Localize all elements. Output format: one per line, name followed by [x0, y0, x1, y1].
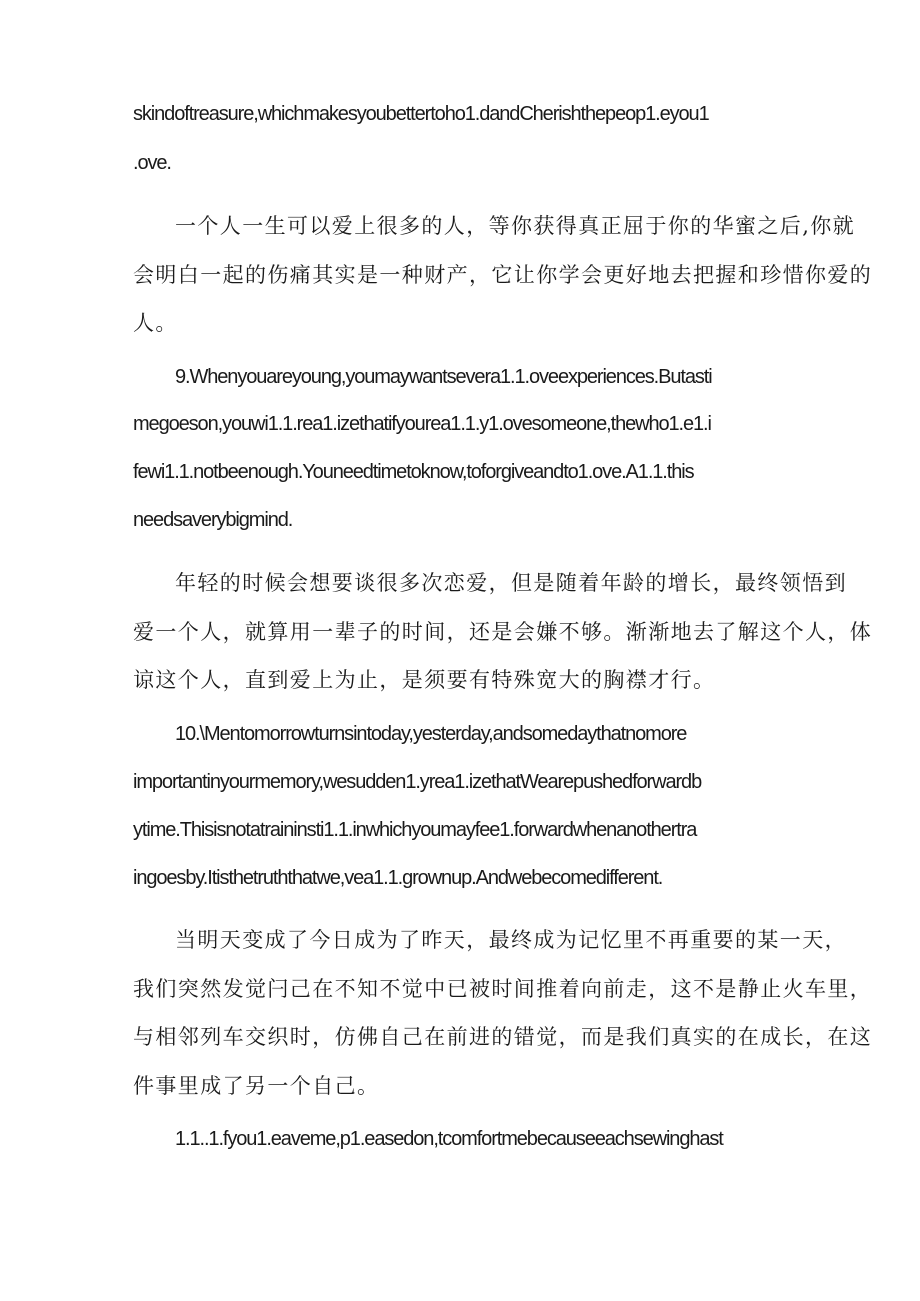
text-line: 谅这个人，直到爱上为止，是须要有特殊宽大的胸襟才行。	[133, 668, 716, 692]
text-line: .ove.	[133, 152, 171, 174]
text-line: 人。	[133, 311, 178, 335]
text-line: fewi1.1.notbeenough.Youneedtimetoknow,toforgiveandto1.ove.A1.1.this	[133, 461, 694, 483]
text-line: 10.\Mentomorrowturnsintoday,yesterday,andsomedaythatnomore	[175, 723, 687, 745]
text-line: 年轻的时候会想要谈很多次恋爱，但是随着年龄的增长，最终领悟到	[175, 571, 847, 595]
text-line: 爱一个人，就算用一辈子的时间，还是会嫌不够。渐渐地去了解这个人，体	[133, 620, 873, 644]
text-line: ytime.Thisisnotatraininsti1.1.inwhichyoumayfee1.forwardwhenanothertra	[133, 819, 697, 841]
text-line: needsaverybigmind.	[133, 509, 293, 531]
text-line: 我们突然发觉闩己在不知不觉中已被时间推着向前走，这不是静止火车里，	[133, 977, 873, 1001]
text-line: megoeson,youwi1.1.rea1.izethatifyourea1.1.y1.ovesomeone,thewho1.e1.i	[133, 413, 711, 435]
text-line: 一个人一生可以爱上很多的人，等你获得真正屈于你的华蜜之后,你就	[175, 214, 856, 238]
text-line: 与相邻列车交织时，仿佛自己在前进的错觉，而是我们真实的在成长，在这	[133, 1025, 873, 1049]
text-line: 9.Whenyouareyoung,youmaywantsevera1.1.oveexperiences.Butasti	[175, 366, 712, 388]
text-line: 会明白一起的伤痛其实是一种财产，它让你学会更好地去把握和珍惜你爱的	[133, 263, 873, 287]
text-line: 件事里成了另一个自己。	[133, 1074, 380, 1098]
text-line: skindoftreasure,whichmakesyoubettertoho1.dandCherishthepeop1.eyou1	[133, 103, 709, 125]
text-line: importantinyourmemory,wesudden1.yrea1.izethatWearepushedforwardb	[133, 771, 702, 793]
text-line: 1.1..1.fyou1.eaveme,p1.easedon,tcomfortmebecauseeachsewinghast	[175, 1128, 723, 1150]
text-line: 当明天变成了今日成为了昨天，最终成为记忆里不再重要的某一天，	[175, 928, 847, 952]
text-line: ingoesby.Itisthetruththatwe,vea1.1.grownup.Andwebecomedifferent.	[133, 867, 663, 889]
